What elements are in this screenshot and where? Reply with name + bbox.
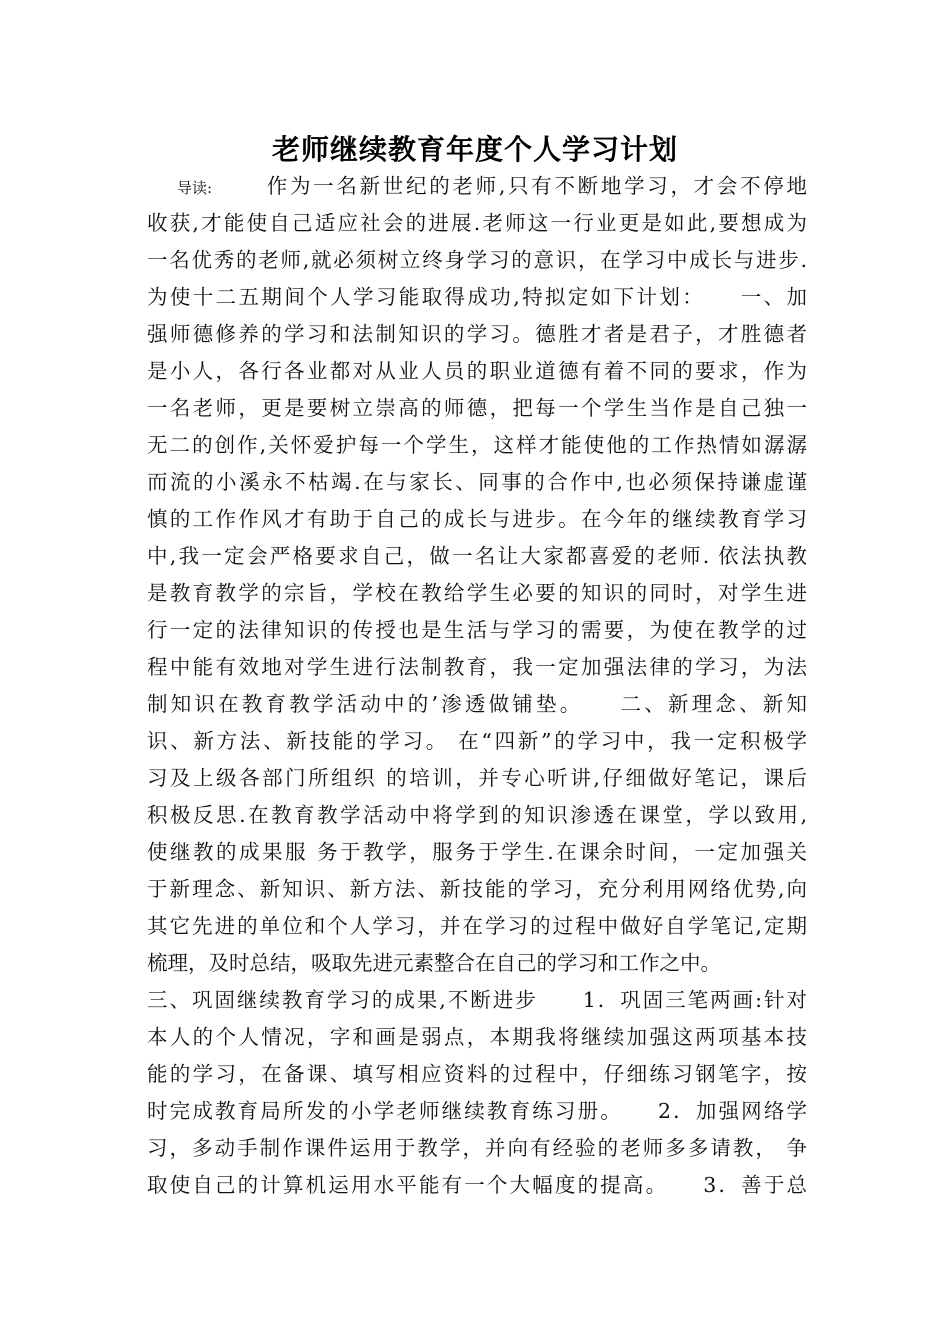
body-line: 慎的工作作风才有助于自己的成长与进步。在今年的继续教育学习 — [147, 507, 807, 531]
lead-label: 导读: — [177, 179, 213, 197]
body-line: 无二的创作,关怀爱护每一个学生，这样才能使他的工作热情如潺潺 — [147, 433, 807, 457]
body-line: 是小人，各行各业都对从业人员的职业道德有着不同的要求，作为 — [147, 359, 807, 383]
document-title: 老师继续教育年度个人学习计划 — [271, 133, 678, 166]
lead-text: 作为一名新世纪的老师,只有不断地学习，才会不停地 — [264, 174, 807, 198]
body-line: 一名优秀的老师,就必须树立终身学习的意识，在学习中成长与进步. — [147, 248, 807, 272]
body-line: 三、巩固继续教育学习的成果,不断进步 1．巩固三笔两画:针对 — [147, 988, 807, 1012]
body-line: 其它先进的单位和个人学习，并在学习的过程中做好自学笔记,定期 — [147, 914, 807, 938]
body-line: 能的学习，在备课、填写相应资料的过程中，仔细练习钢笔字，按 — [147, 1062, 807, 1086]
body-line: 习及上级各部门所组织 的培训，并专心听讲,仔细做好笔记，课后 — [147, 766, 807, 790]
body-line: 而流的小溪永不枯竭.在与家长、同事的合作中,也必须保持谦虚谨 — [147, 470, 807, 494]
body-line: 制知识在教育教学活动中的’渗透做铺垫。 二、新理念、新知 — [147, 692, 807, 716]
body-line — [147, 168, 807, 205]
body-line: 积极反思.在教育教学活动中将学到的知识渗透在课堂，学以致用, — [147, 803, 807, 827]
body-line: 为使十二五期间个人学习能取得成功,特拟定如下计划： 一、加 — [147, 285, 807, 309]
body-line: 中,我一定会严格要求自己，做一名让大家都喜爱的老师. 依法执教 — [147, 544, 807, 568]
body-line: 本人的个人情况，字和画是弱点，本期我将继续加强这两项基本技 — [147, 1025, 807, 1049]
body-line: 使继教的成果服 务于教学，服务于学生.在课余时间，一定加强关 — [147, 840, 807, 864]
body-line: 是教育教学的宗旨，学校在教给学生必要的知识的同时，对学生进 — [147, 581, 807, 605]
body-line: 收获,才能使自己适应社会的进展.老师这一行业更是如此,要想成为 — [147, 211, 807, 235]
body-line: 取使自己的计算机运用水平能有一个大幅度的提高。 3．善于总 — [147, 1173, 807, 1197]
body-line: 习，多动手制作课件运用于教学，并向有经验的老师多多请教， 争 — [147, 1136, 807, 1160]
body-line: 识、新方法、新技能的学习。 在“四新”的学习中，我一定积极学 — [147, 729, 807, 753]
body-line: 于新理念、新知识、新方法、新技能的学习，充分利用网络优势,向 — [147, 877, 807, 901]
body-line: 程中能有效地对学生进行法制教育，我一定加强法律的学习，为法 — [147, 655, 807, 679]
body-line: 一名老师，更是要树立崇高的师德，把每一个学生当作是自己独一 — [147, 396, 807, 420]
body-line: 时完成教育局所发的小学老师继续教育练习册。 2．加强网络学 — [147, 1099, 807, 1123]
body-line: 梳理，及时总结，吸取先进元素整合在自己的学习和工作之中。 — [147, 951, 721, 975]
body-line: 强师德修养的学习和法制知识的学习。德胜才者是君子，才胜德者 — [147, 322, 807, 346]
body-line: 行一定的法律知识的传授也是生活与学习的需要，为使在教学的过 — [147, 618, 807, 642]
document-body — [147, 168, 807, 1204]
